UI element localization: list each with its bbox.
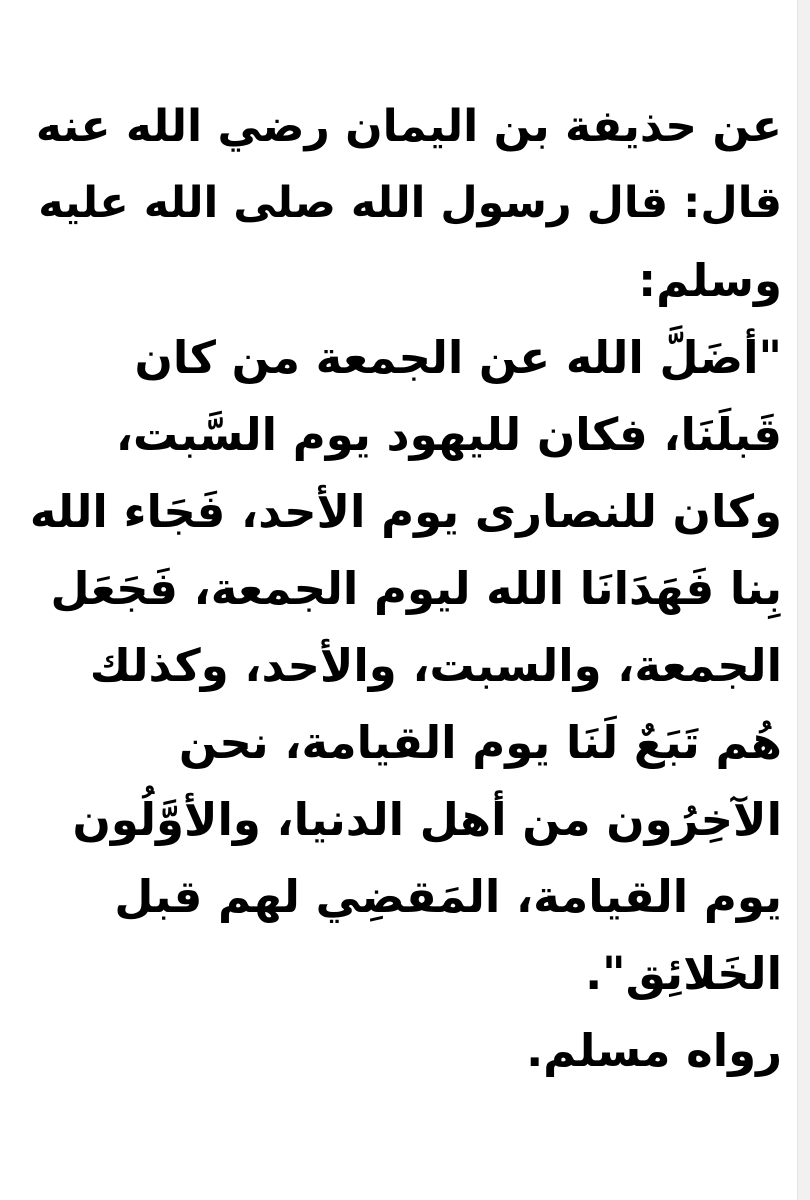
- hadith-text: [22, 88, 782, 1089]
- hadith-line-8: الجمعة، والسبت، والأحد، وكذلك: [89, 639, 782, 692]
- hadith-line-7: بِنا فَهَدَانَا الله ليوم الجمعة، فَجَعَل: [50, 562, 782, 615]
- hadith-line-4: "أضَلَّ الله عن الجمعة من كان: [134, 331, 782, 384]
- hadith-line-11: يوم القيامة، المَقضِي لهم قبل: [114, 870, 782, 923]
- hadith-line-2: قال: قال رسول الله صلى الله عليه: [38, 178, 782, 228]
- hadith-line-12: الخَلائِق".: [585, 947, 782, 1000]
- hadith-line-6: وكان للنصارى يوم الأحد، فَجَاء الله: [29, 485, 782, 538]
- hadith-source: رواه مسلم.: [526, 1024, 782, 1077]
- page-edge: [797, 0, 810, 1200]
- hadith-line-9: هُم تَبَعٌ لَنَا يوم القيامة، نحن: [178, 716, 782, 769]
- hadith-line-3: وسلم:: [638, 254, 782, 307]
- hadith-line-5: قَبلَنَا، فكان لليهود يوم السَّبت،: [115, 408, 782, 461]
- hadith-line-10: الآخِرُون من أهل الدنيا، والأوَّلُون: [72, 793, 782, 846]
- hadith-line-1: عن حذيفة بن اليمان رضي الله عنه: [35, 101, 782, 152]
